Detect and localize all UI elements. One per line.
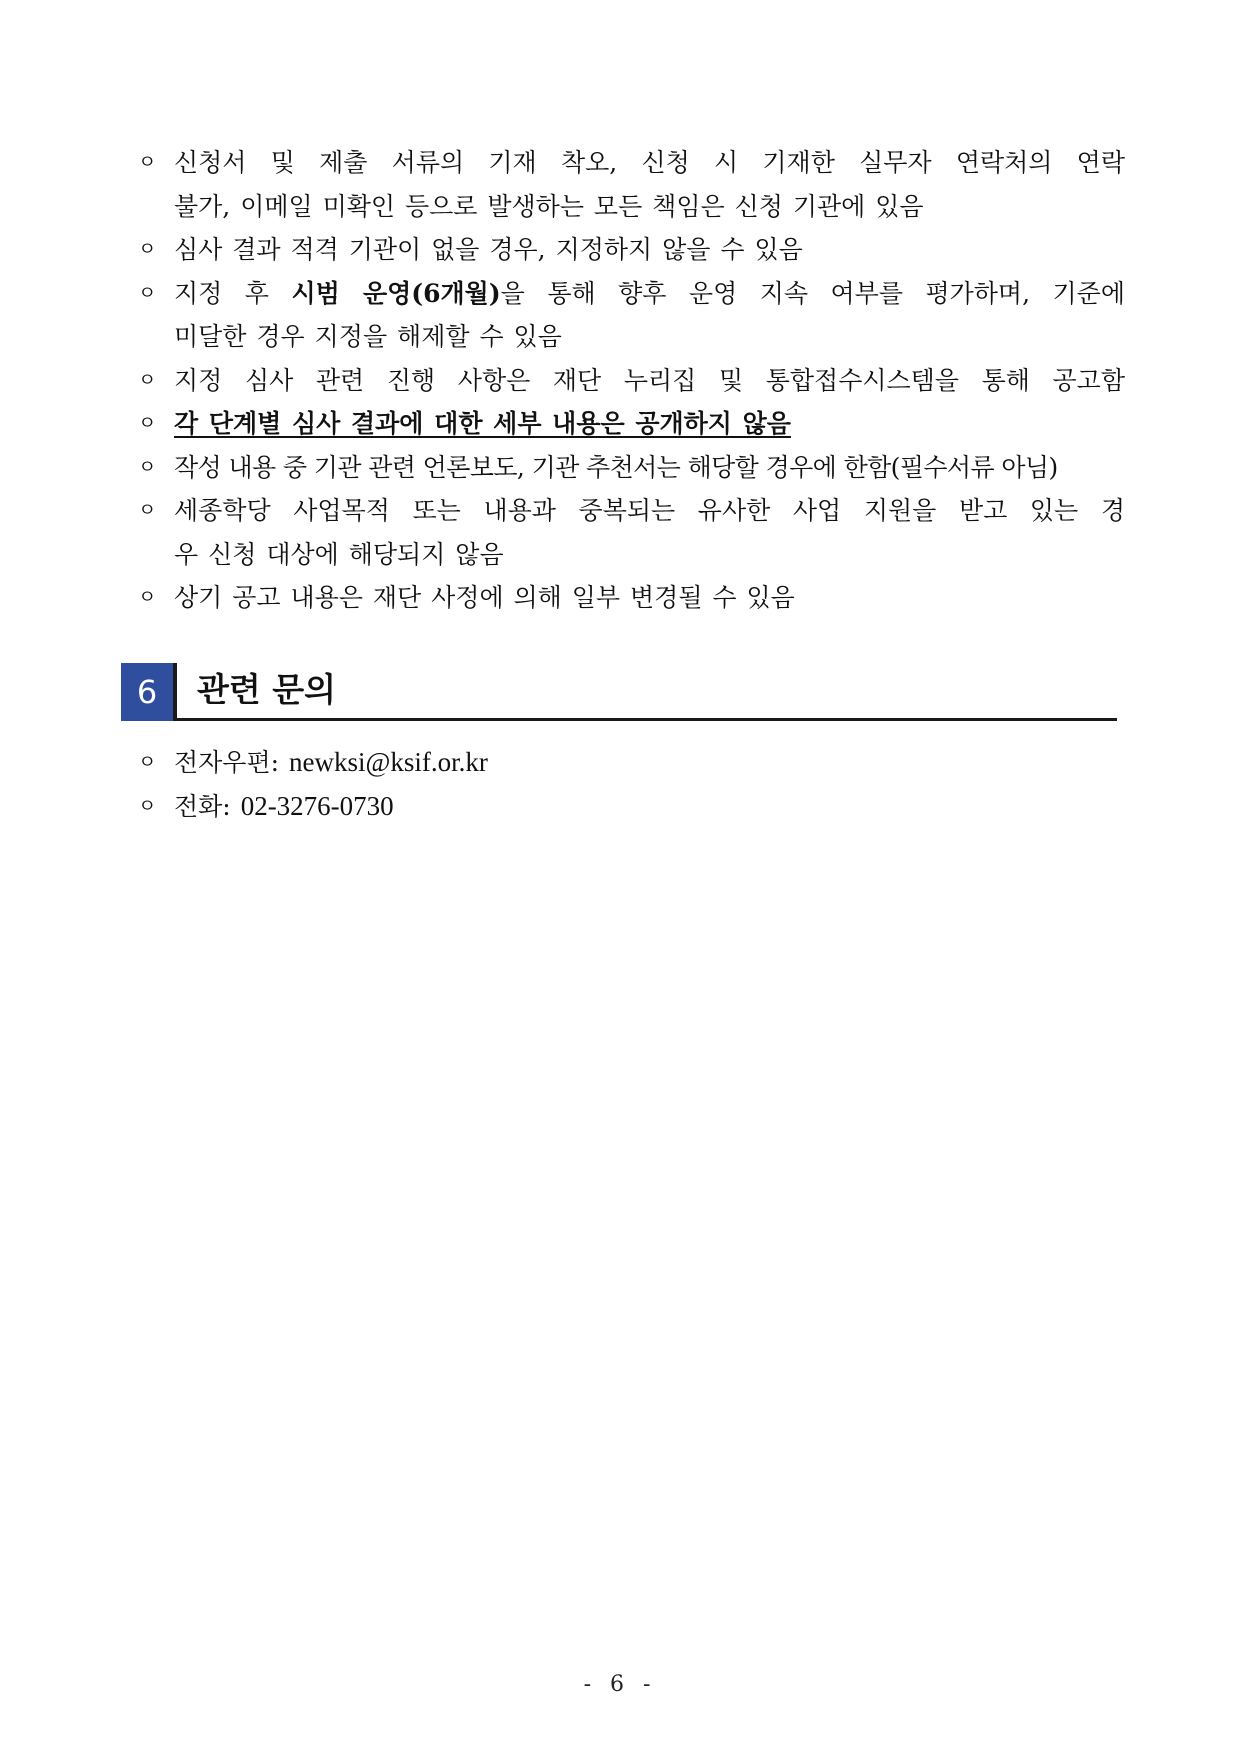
notice-text: 신청서 및 제출 서류의 기재 착오, 신청 시 기재한 실무자 연락처의 연락 — [174, 148, 1125, 177]
contact-phone-item — [138, 785, 1038, 829]
notice-item-2 — [138, 228, 1125, 272]
notice-text: 심사 결과 적격 기관이 없을 경우, 지정하지 않을 수 있음 — [174, 235, 803, 264]
bullet-circle-icon: ㅇ — [138, 238, 157, 260]
section-divider — [177, 718, 1117, 721]
email-label: 전자우편: — [174, 748, 280, 777]
section-number-badge: 6 — [121, 663, 177, 721]
contact-list — [138, 741, 1038, 828]
phone-number: 02-3276-0730 — [240, 790, 394, 821]
notice-line — [174, 272, 1125, 316]
notice-item-4 — [138, 359, 1125, 403]
bullet-circle-icon: ㅇ — [138, 499, 157, 521]
notice-item-1 — [138, 141, 1125, 228]
page-number: - 6 - — [583, 1672, 657, 1697]
bullet-circle-icon: ㅇ — [138, 368, 157, 391]
bullet-circle-icon: ㅇ — [138, 751, 157, 773]
undisclosed-results-emphasis: 각 단계별 심사 결과에 대한 세부 내용은 공개하지 않음 — [174, 409, 791, 438]
section-heading — [121, 663, 1117, 721]
notice-item-5 — [138, 402, 1125, 446]
contact-email-item — [138, 741, 1038, 785]
notice-item-8 — [138, 576, 1125, 620]
bullet-circle-icon: ㅇ — [138, 281, 157, 304]
notice-text: 지정 후 — [174, 278, 292, 308]
bullet-circle-icon: ㅇ — [138, 412, 157, 434]
notice-text: 작성 내용 중 기관 관련 언론보도, 기관 추천서는 해당할 경우에 한함(필수서류 아님) — [174, 452, 1058, 482]
bullet-circle-icon: ㅇ — [138, 794, 157, 817]
notice-item-7 — [138, 489, 1125, 576]
pilot-period-emphasis: 시범 운영(6개월) — [291, 278, 501, 308]
bullet-circle-icon: ㅇ — [138, 151, 157, 173]
notice-text-continued: 우 신청 대상에 해당되지 않음 — [174, 539, 504, 569]
notice-text: 을 통해 향후 운영 지속 여부를 평가하며, 기준에 — [500, 278, 1125, 308]
notice-text-continued: 불가, 이메일 미확인 등으로 발생하는 모든 책임은 신청 기관에 있음 — [174, 191, 924, 221]
notice-text-continued: 미달한 경우 지정을 해제할 수 있음 — [174, 322, 562, 351]
notice-item-3 — [138, 272, 1125, 359]
phone-label: 전화: — [174, 791, 231, 821]
notice-text: 지정 심사 관련 진행 사항은 재단 누리집 및 통합접수시스템을 통해 공고함 — [174, 365, 1125, 395]
notice-text: 세종학당 사업목적 또는 내용과 중복되는 유사한 사업 지원을 받고 있는 경 — [174, 496, 1125, 525]
section-title: 관련 문의 — [197, 670, 337, 709]
email-address[interactable]: newksi@ksif.or.kr — [288, 747, 488, 777]
bullet-circle-icon: ㅇ — [138, 586, 157, 608]
notice-list — [138, 141, 1125, 620]
notice-text: 상기 공고 내용은 재단 사정에 의해 일부 변경될 수 있음 — [174, 583, 795, 612]
bullet-circle-icon: ㅇ — [138, 455, 157, 478]
notice-item-6 — [138, 446, 1125, 490]
